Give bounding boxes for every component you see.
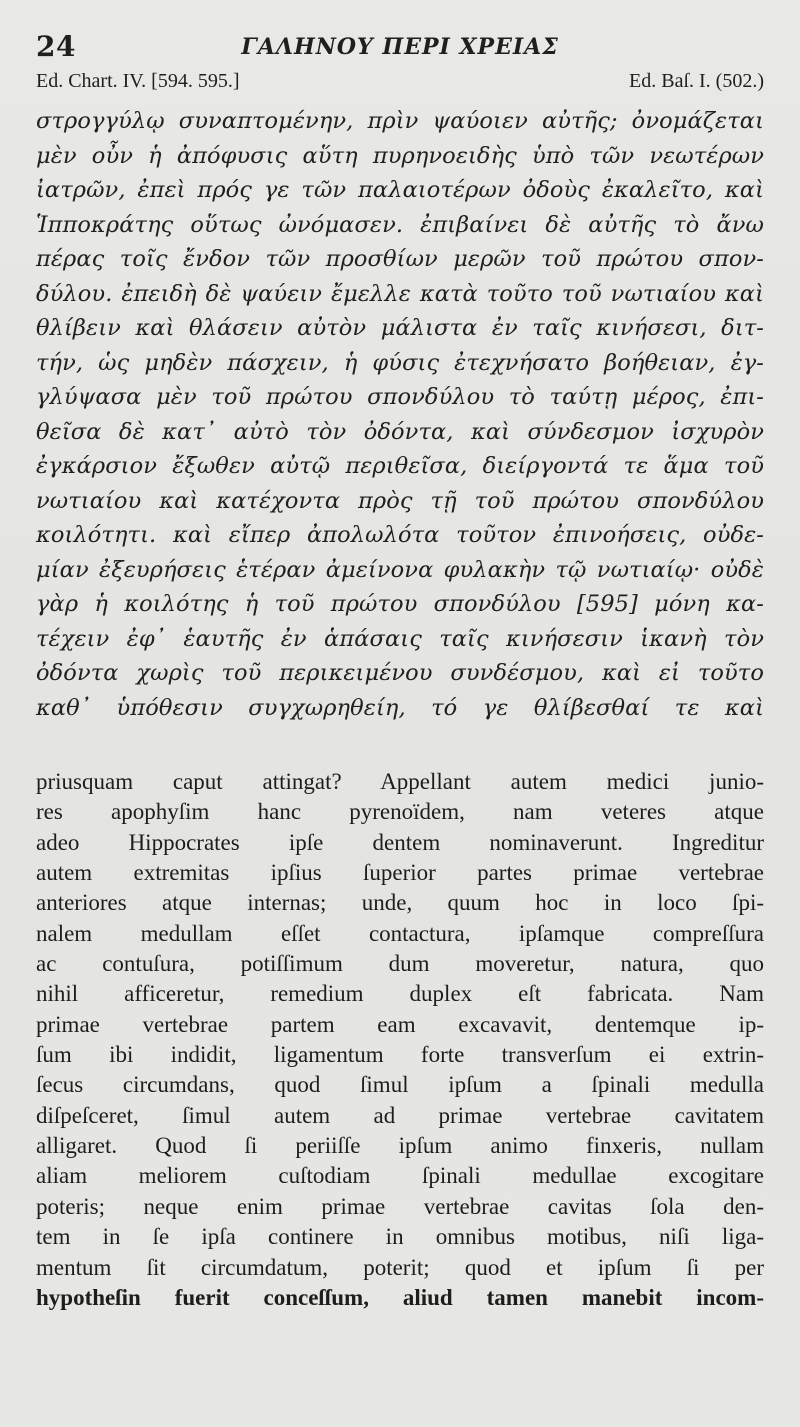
greek-line: ἐγκάρσιον ἔξωθεν αὐτῷ περιθεῖσα, διείργοντά τε ἅμα τοῦ: [36, 453, 764, 479]
latin-line: alligaret. Quod ſi periiſſe ipſum animo finxeris, nullam: [36, 1133, 764, 1159]
latin-line: diſpeſceret, ſimul autem ad primae vertebrae cavitatem: [36, 1102, 764, 1128]
greek-line: μὲν οὖν ἡ ἀπόφυσις αὕτη πυρηνοειδὴς ὑπὸ τῶν νεωτέρων: [36, 142, 764, 169]
greek-line: στρογγύλῳ συναπτομένην, πρὶν ψαύοιεν αὐτῆς; ὀνομάζεται: [36, 108, 764, 134]
latin-line: primae vertebrae partem eam excavavit, dentemque ip-: [36, 1011, 764, 1037]
latin-line: aliam meliorem cuſtodiam ſpinali medullae excogitare: [36, 1163, 764, 1189]
page-number: 24: [36, 30, 76, 63]
latin-line: ſum ibi indidit, ligamentum forte transverſum ei extrin-: [36, 1042, 764, 1068]
latin-line: nihil afficeretur, remedium duplex eſt fabricata. Nam: [36, 981, 764, 1007]
latin-line: autem extremitas ipſius ſuperior partes primae vertebrae: [36, 860, 764, 886]
running-title: ΓΑΛΗΝΟΥ ΠΕΡΙ ΧΡΕΙΑΣ: [241, 34, 559, 60]
latin-line: adeo Hippocrates ipſe dentem nominaverunt. Ingreditur: [36, 829, 764, 855]
greek-line: ὀδόντα χωρὶς τοῦ περικειμένου συνδέσμου, καὶ εἰ τοῦτο: [36, 660, 764, 686]
latin-line: hypotheſin fuerit conceſſum, aliud tamen manebit incom-: [36, 1284, 764, 1310]
latin-line: anteriores atque internas; unde, quum hoc in loco ſpi-: [36, 890, 764, 916]
greek-line: κοιλότητι. καὶ εἴπερ ἀπολωλότα τοῦτον ἐπινοήσεις, οὐδε-: [36, 522, 764, 548]
latin-line: nalem medullam eſſet contactura, ipſamque compreſſura: [36, 920, 764, 946]
greek-line: γλύψασα μὲν τοῦ πρώτου σπονδύλου τὸ ταύτῃ μέρος, ἐπι-: [36, 384, 764, 410]
running-head: [36, 26, 764, 68]
greek-line: καθ᾽ ὑπόθεσιν συγχωρηθείη, τό γε θλίβεσθαί τε καὶ: [36, 694, 764, 721]
greek-line: τήν, ὡς μηδὲν πάσχειν, ἡ φύσις ἐτεχνήσατο βοήθειαν, ἐγ-: [36, 349, 764, 376]
latin-text-block: [36, 767, 764, 1313]
edition-reference-right: Ed. Baſ. I. (502.): [629, 70, 764, 92]
greek-line: δύλου. ἐπειδὴ δὲ ψαύειν ἔμελλε κατὰ τοῦτο τοῦ νωτιαίου καὶ: [36, 280, 764, 307]
greek-line: τέχειν ἐφ᾽ ἑαυτῆς ἐν ἁπάσαις ταῖς κινήσεσιν ἱκανὴ τὸν: [36, 625, 764, 652]
greek-text-block: [36, 104, 764, 725]
latin-line: ac contuſura, potiſſimum dum moveretur, natura, quo: [36, 951, 764, 977]
latin-line: priusquam caput attingat? Appellant autem medici junio-: [36, 769, 764, 794]
edition-reference-left: Ed. Chart. IV. [594. 595.]: [36, 70, 240, 92]
greek-line: νωτιαίου καὶ κατέχοντα πρὸς τῇ τοῦ πρώτου σπονδύλου: [36, 487, 764, 514]
section-gap: [36, 725, 764, 767]
latin-line: mentum ſit circumdatum, poterit; quod et ipſum ſi per: [36, 1254, 764, 1280]
edition-reference-line: [36, 70, 764, 104]
latin-line: tem in ſe ipſa continere in omnibus motibus, niſi liga-: [36, 1224, 764, 1250]
greek-line: μίαν ἐξευρήσεις ἑτέραν ἀμείνονα φυλακὴν τῷ νωτιαίῳ· οὐδὲ: [36, 556, 764, 583]
latin-line: poteris; neque enim primae vertebrae cavitas ſola den-: [36, 1193, 764, 1219]
greek-line: θεῖσα δὲ κατ᾽ αὐτὸ τὸν ὀδόντα, καὶ σύνδεσμον ἰσχυρὸν: [36, 418, 764, 445]
greek-line: ἰατρῶν, ἐπεὶ πρός γε τῶν παλαιοτέρων ὀδοὺς ἐκαλεῖτο, καὶ: [36, 177, 764, 203]
greek-line: Ἱπποκράτης οὕτως ὠνόμασεν. ἐπιβαίνει δὲ αὐτῆς τὸ ἄνω: [36, 211, 764, 238]
latin-line: ſecus circumdans, quod ſimul ipſum a ſpinali medulla: [36, 1072, 764, 1098]
greek-line: γὰρ ἡ κοιλότης ἡ τοῦ πρώτου σπονδύλου [595] μόνη κα-: [36, 591, 764, 617]
latin-line: res apophyſim hanc pyrenoïdem, nam veteres atque: [36, 799, 764, 825]
greek-line: θλίβειν καὶ θλάσειν αὐτὸν μάλιστα ἐν ταῖς κινήσεσι, διτ-: [36, 315, 764, 341]
greek-line: πέρας τοῖς ἔνδον τῶν προσθίων μερῶν τοῦ πρώτου σπον-: [36, 246, 764, 272]
